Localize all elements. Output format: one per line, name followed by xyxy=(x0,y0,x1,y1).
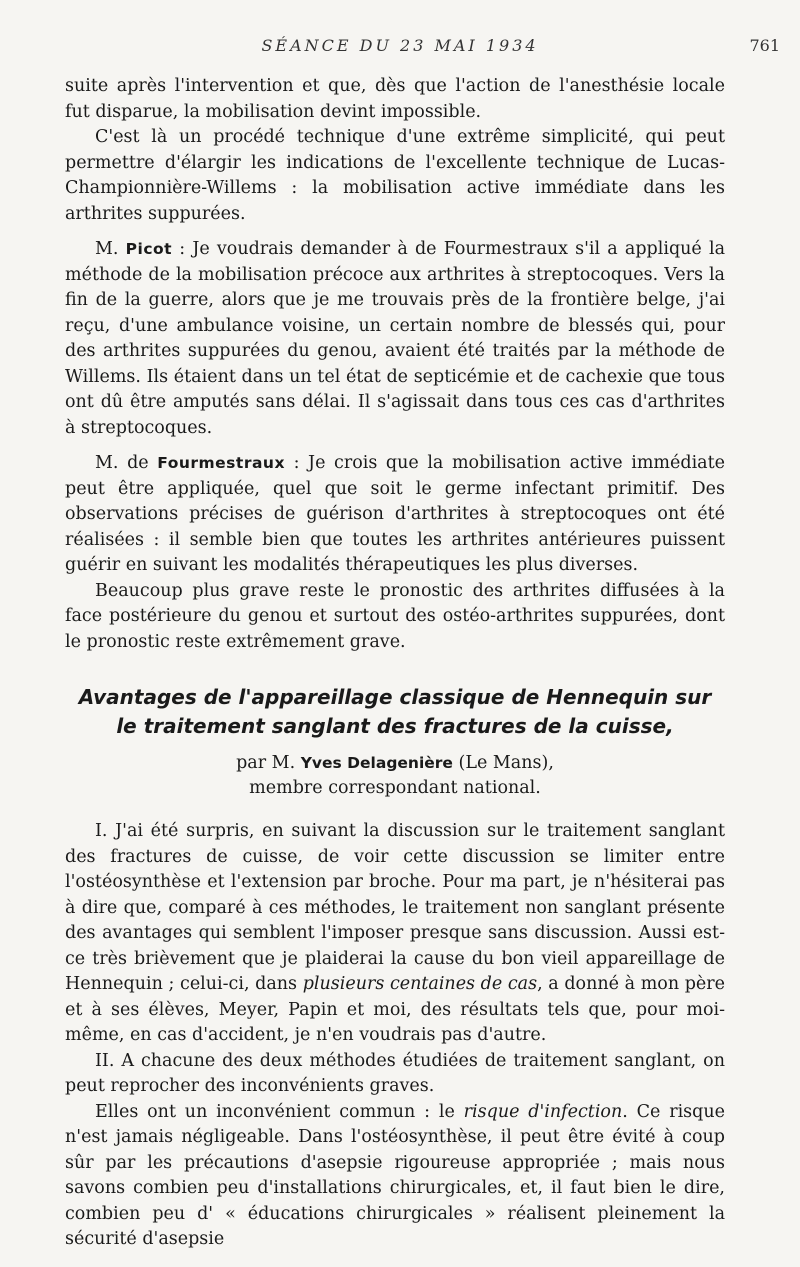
speaker-prefix: M. de xyxy=(95,453,158,473)
article-byline xyxy=(65,751,725,776)
page-header xyxy=(0,36,800,60)
section-3-text: Elles ont un inconvénient commun : le xyxy=(95,1101,464,1122)
section-2: II. A chacune des deux méthodes étudiées de traitement sanglant, on peut reprocher des inconvénients graves. xyxy=(65,1050,725,1096)
intervention-text: : Je voudrais demander à de Fourmestraux s'il a appliqué la méthode de la mobilisation précoce aux arthrites à streptocoques. Vers la fin de la guerre, alors que je me trouvais près de la frontière belge, j'ai reçu, d'une ambulance voisine, un certain nombre de blessés qui, pour des arthrites suppurées du genou, avaient été traités par la méthode de Willems. Ils étaient dans un tel état de septicémie et de cachexie que tous ont dû être amputés sans délai. Il s'agissait dans tous ces cas d'arthrites à streptocoques. xyxy=(65,239,726,438)
section-3-emphasis: risque d'infection xyxy=(463,1101,623,1122)
running-title: SÉANCE DU 23 MAI 1934 xyxy=(261,36,539,55)
article-title: Avantages de l'appareillage classique de Hennequin sur le traitement sanglant des fractures de la cuisse, xyxy=(78,685,712,738)
page-number: 761 xyxy=(749,36,780,55)
section-1-emphasis: plusieurs centaines de cas xyxy=(302,974,538,994)
author-name: Yves Delagenière xyxy=(300,754,453,772)
section-3 xyxy=(65,1100,725,1253)
intervention-picot xyxy=(65,237,725,441)
section-1 xyxy=(65,819,725,1049)
paragraph-pronostic: Beaucoup plus grave reste le pronostic des arthrites diffusées à la face postérieure du genou et surtout des ostéo-arthrites suppurées, dont le pronostic reste extrêmement grave. xyxy=(65,580,725,652)
intervention-fourmestraux xyxy=(65,451,725,579)
section-1-text: I. J'ai été surpris, en suivant la discussion sur le traitement sanglant des fractures de cuisse, de voir cette discussion se limiter entre l'ostéosynthèse et l'extension par broche. Pour ma part, je n'hésiterai pas à dire que, comparé à ces méthodes, le traitement non sanglant présente des avantages qui semblent l'imposer presque sans discussion. Aussi est-ce très brièvement que je plaiderai la cause du bon vieil appareillage de Hennequin ; celui-ci, dans xyxy=(65,821,725,994)
author-role: membre correspondant national. xyxy=(249,778,541,798)
byline-prefix: par M. xyxy=(236,753,301,773)
section-3-text-end: . Ce risque n'est jamais négligeable. Dans l'ostéosynthèse, il peut être évité à coup sûr par les précautions d'asepsie rigoureuse appropriée ; mais nous savons combien peu d'installations chirurgicales, et, il faut bien le dire, combien peu d' « éducations chirurgicales » réalisent pleinement la sécurité d'asepsie xyxy=(65,1101,725,1249)
speaker-name-fourmestraux: Fourmestraux xyxy=(157,454,285,472)
paragraph-technique: C'est là un procédé technique d'une extrême simplicité, qui peut permettre d'élargir les indications de l'excellente technique de Lucas-Championnière-Willems : la mobilisation active immédiate dans les arthrites suppurées. xyxy=(65,127,725,224)
intervention-text: : Je crois que la mobilisation active immédiate peut être appliquée, quel que soit le germe infectant primitif. Des observations précises de guérison d'arthrites à streptocoques ont été réalisées : il semble bien que toutes les arthrites antérieures puissent guérir en suivant les modalités thérapeutiques les plus diverses. xyxy=(65,453,725,575)
paragraph-continuation: suite après l'intervention et que, dès que l'action de l'anesthésie locale fut disparue, la mobilisation devint impossible. xyxy=(65,76,725,122)
speaker-name-picot: Picot xyxy=(125,240,173,258)
byline-suffix: (Le Mans), xyxy=(452,753,554,773)
speaker-prefix: M. xyxy=(95,239,126,259)
section-1-text-end: , a donné à mon père et à ses élèves, Meyer, Papin et moi, des résultats tels que, pour moi-même, en cas d'accident, je n'en voudrais pas d'autre. xyxy=(65,974,726,1045)
page-body xyxy=(65,74,725,1253)
